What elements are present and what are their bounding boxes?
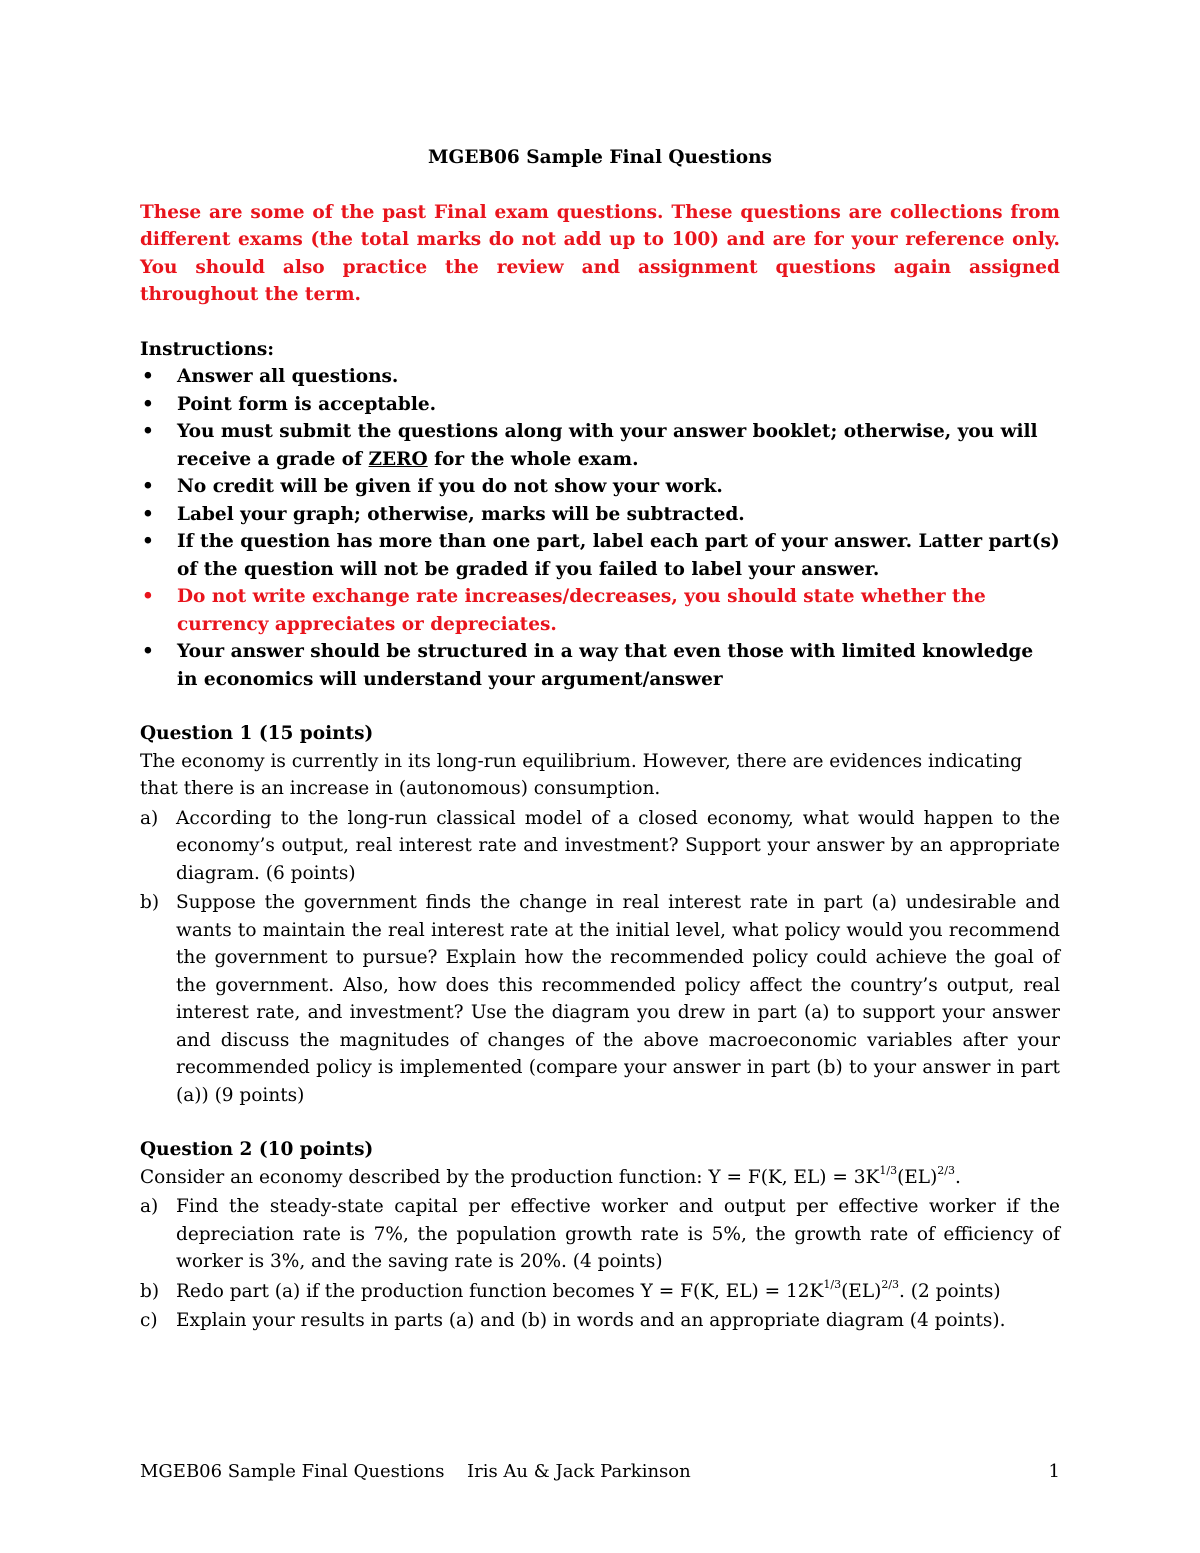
bullet-icon: • bbox=[142, 503, 154, 525]
bullet-icon: • bbox=[142, 476, 154, 497]
question-part: c) Explain your results in parts (a) and (b) in words and an appropriate diagram (4 points). bbox=[140, 1307, 1060, 1335]
question-part: a) According to the long-run classical model of a closed economy, what would happen to the economy’s output, real interest rate and investment? Support your answer by an appropriate diagram. (6 points) bbox=[140, 805, 1060, 888]
question-1-heading: Question 1 (15 points) bbox=[140, 723, 374, 744]
question-1-intro: The economy is currently in its long-run equilibrium. However, there are evidences indicating that there is an increase in (autonomous) consumption. bbox=[140, 750, 1023, 799]
part-label: c) bbox=[140, 1310, 158, 1331]
question-2-heading: Question 2 (10 points) bbox=[140, 1139, 374, 1160]
part-label: b) bbox=[140, 892, 160, 913]
bullet-icon: • bbox=[142, 366, 154, 387]
bullet-icon: • bbox=[142, 421, 154, 442]
list-item-warning: • Do not write exchange rate increases/decreases, you should state whether the currency appreciates or depreciates. bbox=[140, 583, 1060, 638]
page-footer bbox=[140, 1458, 1060, 1486]
list-item: • If the question has more than one part, label each part of your answer. Latter part(s) of the question will not be graded if you failed to label your answer. bbox=[140, 528, 1060, 583]
list-item: • You must submit the questions along with your answer booklet; otherwise, you will receive a grade of ZERO for the whole exam. bbox=[140, 418, 1060, 473]
part-label: a) bbox=[140, 1196, 159, 1217]
question-part: b) Redo part (a) if the production function becomes Y = F(K, $EL) = 12K^{1/3}(EL)^{2/3}$. (2 points) bbox=[140, 1278, 1060, 1306]
underlined-zero: ZERO bbox=[368, 448, 428, 470]
question-2 bbox=[140, 1136, 1060, 1335]
list-item: • Answer all questions. bbox=[140, 363, 1060, 391]
instructions-list bbox=[140, 363, 1060, 693]
question-2-parts bbox=[140, 1193, 1060, 1335]
bullet-icon: • bbox=[142, 531, 154, 552]
footer-authors: Iris Au & Jack Parkinson bbox=[467, 1461, 691, 1482]
list-item: • Label your graph; otherwise, marks will be subtracted. bbox=[140, 501, 1060, 529]
list-item: • Point form is acceptable. bbox=[140, 391, 1060, 419]
page-content bbox=[140, 144, 1060, 1362]
bullet-icon: • bbox=[142, 586, 154, 607]
part-label: a) bbox=[140, 807, 159, 829]
list-item: • Your answer should be structured in a way that even those with limited knowledge in economics will understand your argument/answer bbox=[140, 638, 1060, 693]
notice-paragraph: These are some of the past Final exam questions. These questions are collections from different exams (the total marks do not add up to 100) and are for your reference only. You should also practice the review and assignment questions again assigned throughout the term. bbox=[140, 201, 1060, 305]
question-part: b) Suppose the government finds the change in real interest rate in part (a) undesirable and wants to maintain the real interest rate at the initial level, what policy would you recommend the government to pursue? Explain how the recommended policy could achieve the goal of the government. Also, how does this recommended policy affect the country’s output, real interest rate, and investment? Use the diagram you drew in part (a) to support your answer and discuss the magnitudes of changes of the above macroeconomic variables after your recommended policy is implemented (compare your answer in part (b) to your answer in part (a)) (9 points) bbox=[140, 889, 1060, 1109]
bullet-icon: • bbox=[142, 393, 154, 415]
question-part: a) Find the steady-state capital per effective worker and output per effective worker if the depreciation rate is 7%, the population growth rate is 5%, the growth rate of efficiency of worker is 3%, and the saving rate is 20%. (4 points) bbox=[140, 1193, 1060, 1276]
part-label: b) bbox=[140, 1280, 160, 1302]
document-title: MGEB06 Sample Final Questions bbox=[428, 147, 772, 168]
instructions-heading: Instructions: bbox=[140, 338, 275, 360]
question-1 bbox=[140, 720, 1060, 1109]
page-number: 1 bbox=[1048, 1461, 1060, 1482]
question-2-intro: Consider an economy described by the production function: Y = F(K, $EL) = 3K^{1/3}(EL)^{2/3}$. bbox=[140, 1164, 961, 1188]
question-1-parts bbox=[140, 805, 1060, 1110]
bullet-icon: • bbox=[142, 641, 154, 662]
footer-course-title: MGEB06 Sample Final Questions bbox=[140, 1461, 445, 1482]
list-item: • No credit will be given if you do not show your work. bbox=[140, 473, 1060, 501]
